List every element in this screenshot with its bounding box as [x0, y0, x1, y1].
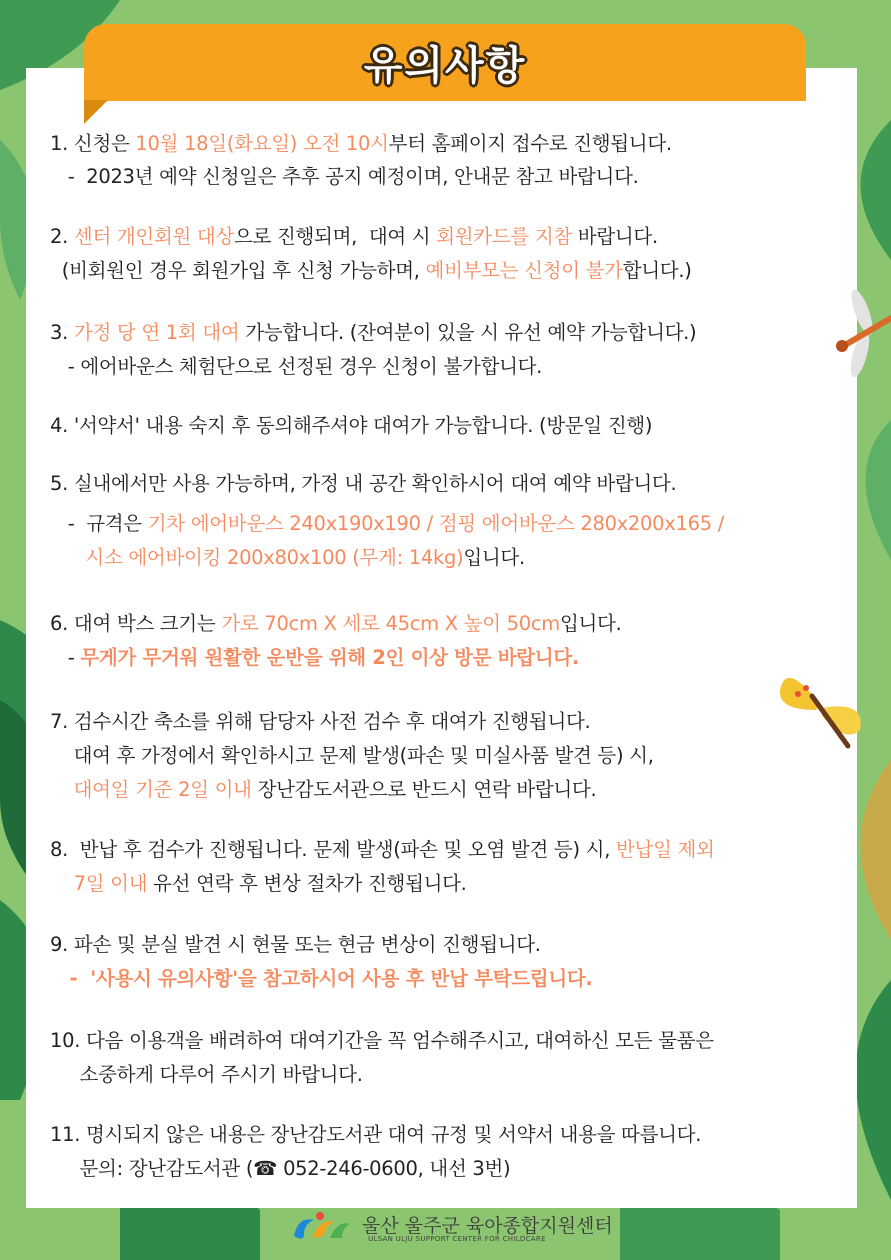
text-segment: 7. 검수시간 축소를 위해 담당자 사전 검수 후 대여가 진행됩니다.	[50, 710, 591, 733]
notice-item-4-line-1	[50, 410, 652, 438]
text-segment: 5. 실내에서만 사용 가능하며, 가정 내 공간 확인하시어 대여 예약 바랍니다.	[50, 472, 677, 495]
highlight-text: 7일 이내	[73, 872, 148, 895]
org-logo-icon	[290, 1210, 352, 1248]
banner-fold	[84, 100, 108, 124]
notice-item-6-line-2	[50, 642, 579, 670]
text-segment: 1. 신청은	[50, 132, 136, 155]
text-segment: - 에어바운스 체험단으로 선정된 경우 신청이 불가합니다.	[50, 355, 543, 378]
text-segment: 대여 후 가정에서 확인하시고 문제 발생(파손 및 미실사품 발견 등) 시,	[50, 744, 654, 767]
notice-item-3-line-1	[50, 317, 696, 345]
highlight-text: 반납일 제외	[616, 838, 715, 861]
text-segment: 부터 홈페이지 접수로 진행됩니다.	[388, 132, 672, 155]
text-segment: 6. 대여 박스 크기는	[50, 612, 222, 635]
notice-item-1-line-2	[50, 161, 639, 189]
notice-item-5-line-2	[50, 508, 724, 536]
highlight-text: 무게가 무거워 원활한 운반을 위해 2인 이상 방문 바랍니다.	[80, 646, 579, 669]
text-segment: 합니다.)	[622, 259, 692, 282]
org-name-en: ULSAN ULJU SUPPORT CENTER FOR CHILDCARE	[368, 1235, 546, 1243]
notice-item-6-line-1	[50, 608, 622, 636]
notice-item-3-line-2	[50, 351, 542, 379]
notice-item-8-line-1	[50, 834, 715, 862]
highlight-text: - '사용시 유의사항'을 참고하시어 사용 후 반납 부탁드립니다.	[50, 967, 593, 990]
text-segment: - 2023년 예약 신청일은 추후 공지 예정이며, 안내문 참고 바랍니다.	[50, 165, 639, 188]
text-segment: 4. '서약서' 내용 숙지 후 동의해주셔야 대여가 가능합니다. (방문일 진행)	[50, 414, 653, 437]
text-segment: 052-246-0600, 내선 3번)	[277, 1157, 511, 1180]
text-segment: 입니다.	[559, 612, 622, 635]
highlight-text: 센터 개인회원 대상	[73, 225, 234, 248]
notice-item-5-line-1	[50, 468, 676, 496]
text-segment: 9. 파손 및 분실 발견 시 현물 또는 현금 변상이 진행됩니다.	[50, 933, 541, 956]
notice-item-5-line-3	[50, 542, 525, 570]
text-segment: 10. 다음 이용객을 배려하여 대여기간을 꼭 엄수해주시고, 대여하신 모든 물품은	[50, 1029, 714, 1052]
notice-item-9-line-2	[50, 963, 593, 991]
highlight-text: 대여일 기준 2일 이내	[73, 778, 252, 801]
notice-item-7-line-3	[50, 774, 596, 802]
notice-item-8-line-2	[50, 868, 467, 896]
text-segment	[50, 778, 74, 801]
text-segment: (비회원인 경우 회원가입 후 신청 가능하며,	[50, 259, 426, 282]
text-segment: - 규격은	[50, 512, 148, 535]
notice-item-10-line-2	[50, 1059, 363, 1087]
phone-icon: ☎	[253, 1157, 278, 1180]
text-segment: 문의: 장난감도서관 (	[50, 1157, 254, 1180]
highlight-text: 시소 에어바이킹 200x80x100 (무게: 14kg)	[85, 546, 464, 569]
text-segment: 2.	[50, 225, 74, 248]
text-segment: 장난감도서관으로 반드시 연락 바랍니다.	[251, 778, 597, 801]
highlight-text: 가정 당 연 1회 대여	[73, 321, 240, 344]
title-banner	[84, 24, 806, 101]
highlight-text: 10월 18일(화요일) 오전 10시	[135, 132, 389, 155]
notice-item-1-line-1	[50, 128, 672, 156]
text-segment	[50, 872, 74, 895]
text-segment: 가능합니다. (잔여분이 있을 시 유선 예약 가능합니다.)	[239, 321, 697, 344]
text-segment: 입니다.	[463, 546, 525, 569]
notice-item-7-line-1	[50, 706, 590, 734]
highlight-text: 가로 70cm X 세로 45cm X 높이 50cm	[221, 612, 560, 635]
highlight-text: 예비부모는 신청이 불가	[425, 259, 623, 282]
text-segment: 8. 반납 후 검수가 진행됩니다. 문제 발생(파손 및 오염 발견 등) 시,	[50, 838, 616, 861]
text-segment: 11. 명시되지 않은 내용은 장난감도서관 대여 규정 및 서약서 내용을 따릅니다.	[50, 1123, 702, 1146]
text-segment: -	[50, 646, 81, 669]
org-name: 울산 울주군 육아종합지원센터	[362, 1215, 613, 1237]
notice-item-9-line-1	[50, 929, 541, 957]
page-title: 유의사항	[363, 43, 527, 89]
notice-item-2-line-2	[50, 255, 692, 283]
text-segment	[50, 546, 85, 569]
text-segment: 3.	[50, 321, 74, 344]
notice-item-2-line-1	[50, 221, 658, 249]
notice-item-10-line-1	[50, 1025, 714, 1053]
butterfly-icon	[776, 660, 866, 754]
notice-item-7-line-2	[50, 740, 654, 768]
highlight-text: 회원카드를 지참	[436, 225, 572, 248]
dragonfly-icon	[820, 290, 891, 384]
text-segment: 으로 진행되며, 대여 시	[234, 225, 437, 248]
highlight-text: 기차 에어바운스 240x190x190 / 점핑 에어바운스 280x200x165 /	[147, 512, 724, 535]
notice-item-11-line-2	[50, 1153, 510, 1181]
notice-item-11-line-1	[50, 1119, 701, 1147]
text-segment: 유선 연락 후 변상 절차가 진행됩니다.	[147, 872, 467, 895]
text-segment: 바랍니다.	[571, 225, 658, 248]
text-segment: 소중하게 다루어 주시기 바랍니다.	[50, 1063, 363, 1086]
